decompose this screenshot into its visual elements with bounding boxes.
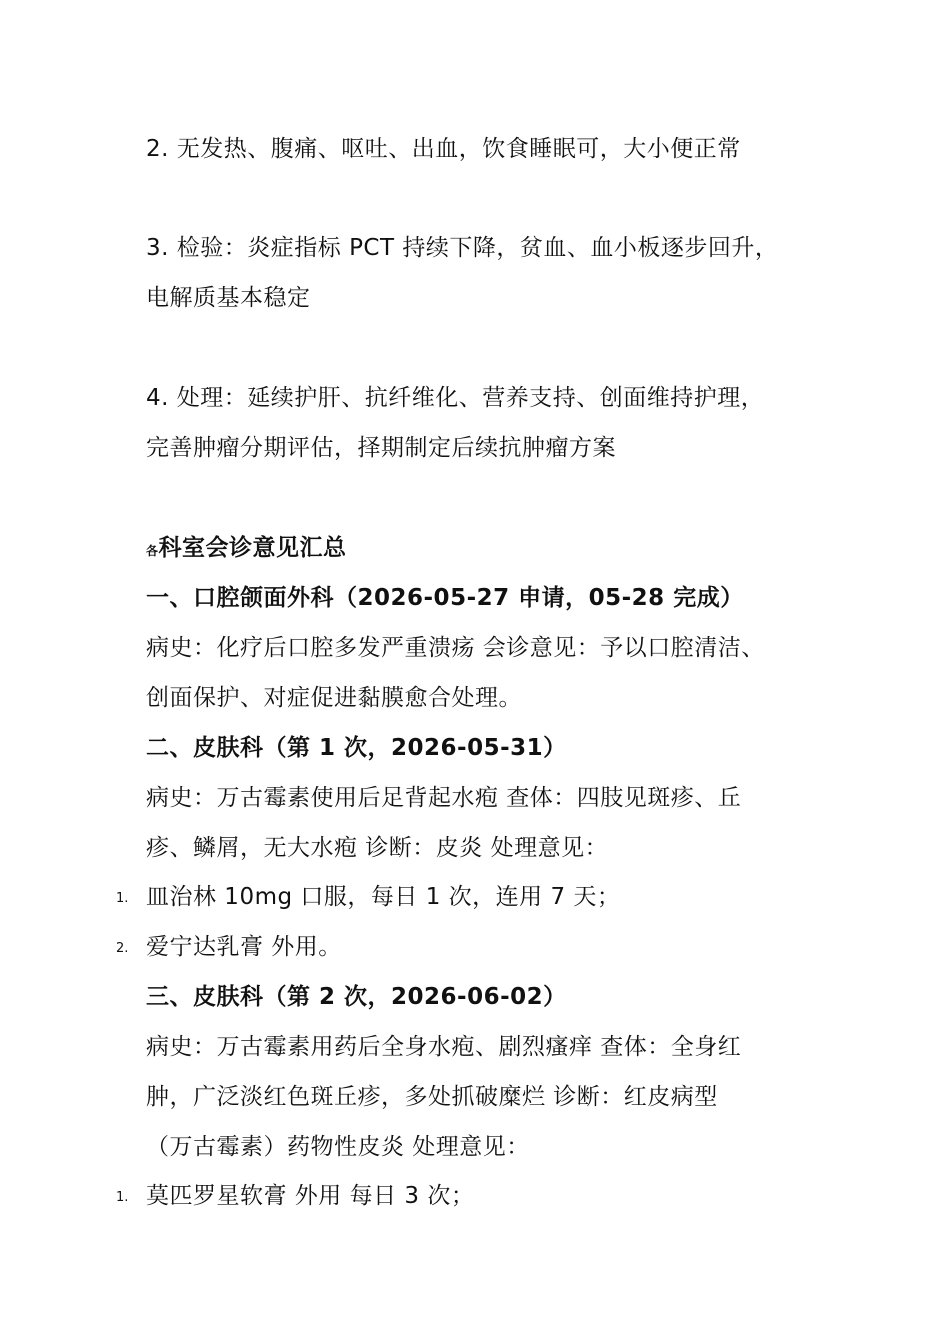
progress-item-4-line-1: 4. 处理：延续护肝、抗纤维化、营养支持、创面维持护理， <box>146 385 765 411</box>
list-item-text: 爱宁达乳膏 外用。 <box>146 934 342 960</box>
progress-item-3-line-1: 3. 检验：炎症指标 PCT 持续下降，贫血、血小板逐步回升， <box>146 235 779 261</box>
section-derm-1-line-1: 病史：万古霉素使用后足背起水疱 查体：四肢见斑疹、丘 <box>146 785 742 811</box>
progress-item-3-line-2: 电解质基本稳定 <box>146 285 311 311</box>
list-number: 1. <box>116 891 129 906</box>
section-derm-2-line-3: （万古霉素）药物性皮炎 处理意见： <box>146 1134 530 1160</box>
section-derm-2-line-2: 肿，广泛淡红色斑丘疹，多处抓破糜烂 诊断：红皮病型 <box>146 1084 718 1110</box>
section-title-derm-2: 三、皮肤科（第 2 次，2026-06-02） <box>146 984 567 1010</box>
list-number: 2. <box>116 941 129 956</box>
section-oral-line-1: 病史：化疗后口腔多发严重溃疡 会诊意见：予以口腔清洁、 <box>146 635 765 661</box>
list-item-text: 莫匹罗星软膏 外用 每日 3 次； <box>146 1183 475 1209</box>
consult-heading-text: 科室会诊意见汇总 <box>158 535 347 561</box>
progress-item-2: 2. 无发热、腹痛、呕吐、出血，饮食睡眠可，大小便正常 <box>146 136 741 162</box>
list-item-text: 皿治林 10mg 口服，每日 1 次，连用 7 天； <box>146 884 621 910</box>
consult-heading <box>146 533 347 566</box>
section-title-derm-1: 二、皮肤科（第 1 次，2026-05-31） <box>146 735 567 761</box>
progress-item-4-line-2: 完善肿瘤分期评估，择期制定后续抗肿瘤方案 <box>146 435 616 461</box>
section-title-oral: 一、口腔颌面外科（2026-05-27 申请，05-28 完成） <box>146 585 744 611</box>
consult-heading-prefix: 各 <box>146 544 159 558</box>
section-derm-2-line-1: 病史：万古霉素用药后全身水疱、剧烈瘙痒 查体：全身红 <box>146 1034 742 1060</box>
list-number: 1. <box>116 1190 129 1205</box>
section-oral-line-2: 创面保护、对症促进黏膜愈合处理。 <box>146 685 522 711</box>
section-derm-1-line-2: 疹、鳞屑，无大水疱 诊断：皮炎 处理意见： <box>146 835 609 861</box>
